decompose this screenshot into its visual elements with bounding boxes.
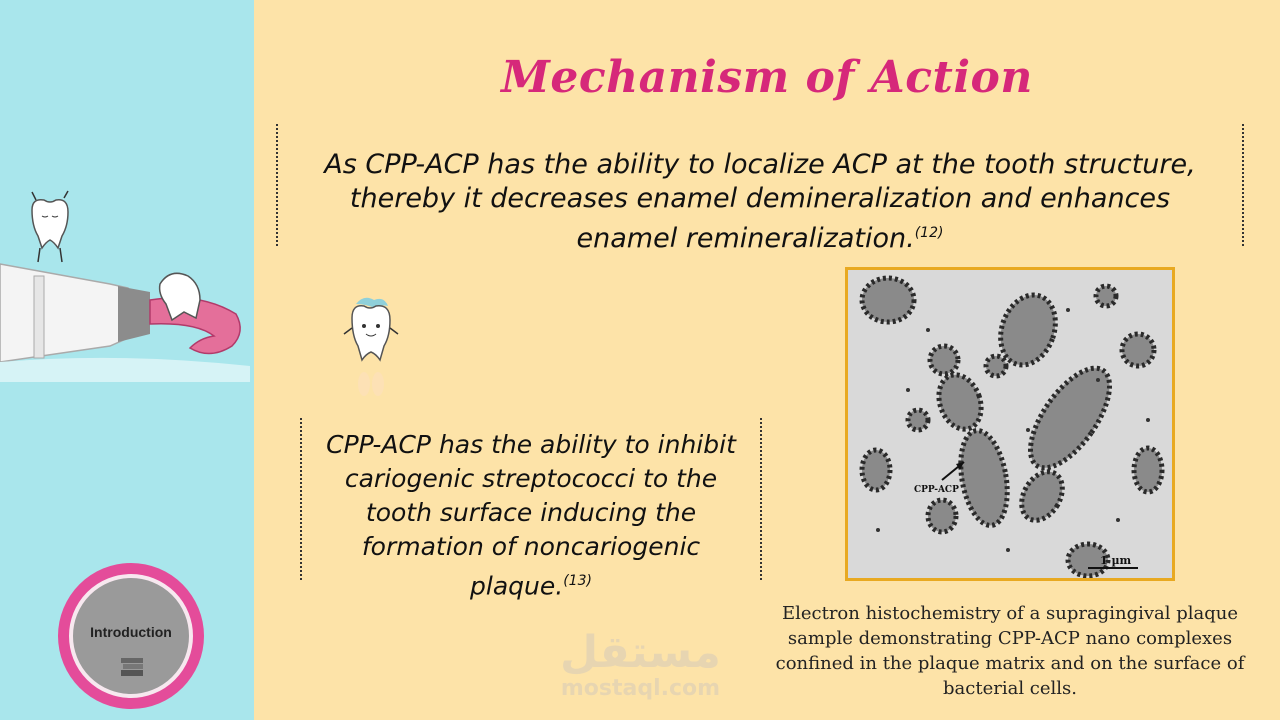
mechanism-text-1	[318, 148, 1202, 256]
reference-13: (13)	[563, 573, 592, 589]
mechanism-text-2	[316, 428, 746, 603]
figure-caption: Electron histochemistry of a supragingival plaque sample demonstrating CPP-ACP nano complexes confined in the plaque matrix and on the surface of bacterial cells.	[775, 603, 1245, 699]
tooth-rocket-icon	[340, 292, 402, 402]
mechanism-box-2	[300, 418, 762, 601]
slide-title: Mechanism of Action	[501, 52, 1033, 103]
watermark-latin: mostaql.com	[560, 676, 721, 701]
mechanism-text-2-body: CPP-ACP has the ability to inhibit cariogenic streptococci to the tooth surface inducing the formation of noncariogenic plaque.	[326, 430, 736, 601]
micrograph-image	[848, 270, 1172, 578]
micrograph-label: CPP-ACP	[914, 485, 959, 495]
toothpaste-tube-icon	[0, 262, 250, 382]
watermark	[560, 627, 721, 701]
books-icon	[121, 658, 143, 676]
tooth-mascot-icon	[22, 190, 78, 270]
micrograph-scale: 1 µm	[1100, 554, 1132, 567]
mechanism-text-1-body: As CPP-ACP has the ability to localize ACP at the tooth structure, thereby it decreases enamel demineralization and enhances enamel remineralization.	[324, 149, 1196, 254]
sidebar	[0, 0, 254, 720]
mechanism-box-1	[276, 124, 1244, 254]
electron-micrograph	[845, 267, 1175, 581]
reference-12: (12)	[914, 225, 944, 241]
intro-nav-inner	[69, 574, 193, 698]
watermark-arabic: مستقل	[560, 627, 721, 678]
intro-nav-label: Introduction	[90, 624, 172, 640]
intro-nav-button[interactable]	[58, 563, 204, 709]
